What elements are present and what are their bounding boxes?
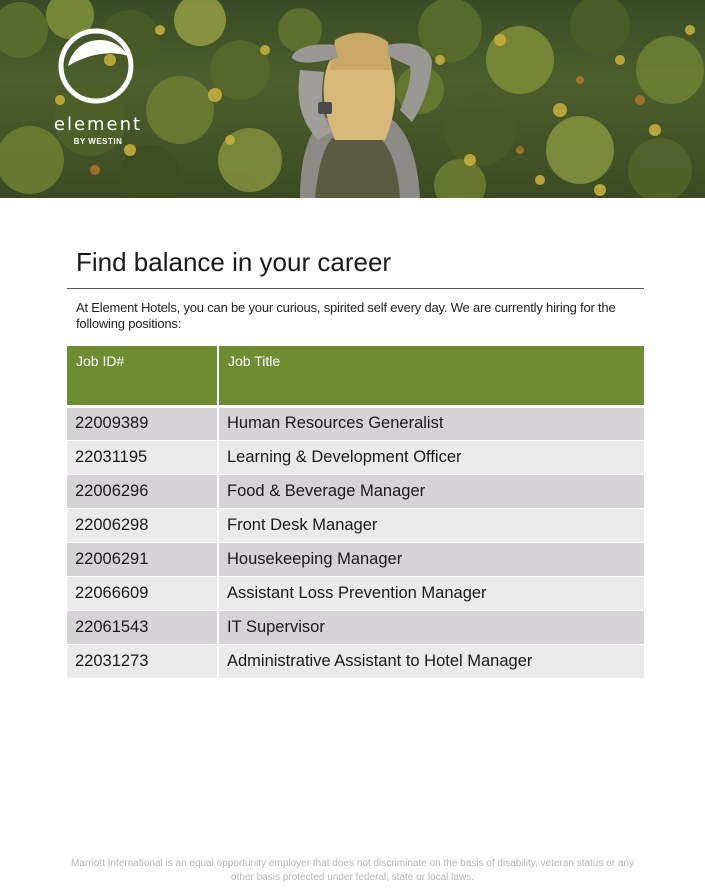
table-header-row bbox=[67, 346, 644, 406]
column-header-job-title: Job Title bbox=[218, 346, 644, 406]
table-row bbox=[67, 576, 644, 610]
job-title-cell: Learning & Development Officer bbox=[218, 440, 644, 474]
job-id-cell: 22009389 bbox=[67, 406, 218, 440]
eeo-disclaimer: Marriott International is an equal opportunity employer that does not discriminate on the basis of disability, veteran status or any other basis protected under federal, state or local laws. bbox=[71, 858, 634, 883]
title-divider bbox=[67, 288, 644, 289]
job-title-cell: Housekeeping Manager bbox=[218, 542, 644, 576]
job-title-cell: Front Desk Manager bbox=[218, 508, 644, 542]
table-row bbox=[67, 440, 644, 474]
job-id-cell: 22061543 bbox=[67, 610, 218, 644]
page-title: Find balance in your career bbox=[76, 247, 392, 277]
job-title-cell: Assistant Loss Prevention Manager bbox=[218, 576, 644, 610]
table-row bbox=[67, 644, 644, 678]
element-logo bbox=[40, 26, 160, 156]
table-row bbox=[67, 508, 644, 542]
job-title-cell: Food & Beverage Manager bbox=[218, 474, 644, 508]
job-id-cell: 22006291 bbox=[67, 542, 218, 576]
job-id-cell: 22066609 bbox=[67, 576, 218, 610]
element-logo-icon bbox=[40, 26, 160, 116]
table-row bbox=[67, 474, 644, 508]
table-row bbox=[67, 406, 644, 440]
logo-wordmark: element bbox=[53, 114, 143, 135]
logo-subtitle: BY WESTIN bbox=[73, 137, 123, 146]
hero-banner bbox=[0, 0, 705, 198]
job-id-cell: 22031273 bbox=[67, 644, 218, 678]
job-id-cell: 22006298 bbox=[67, 508, 218, 542]
table-row bbox=[67, 610, 644, 644]
table-row bbox=[67, 542, 644, 576]
job-id-cell: 22031195 bbox=[67, 440, 218, 474]
intro-text: At Element Hotels, you can be your curious, spirited self every day. We are currently hiring for the following positions: bbox=[76, 300, 616, 331]
column-header-job-id: Job ID# bbox=[67, 346, 218, 406]
job-title-cell: Administrative Assistant to Hotel Manager bbox=[218, 644, 644, 678]
job-id-cell: 22006296 bbox=[67, 474, 218, 508]
job-title-cell: Human Resources Generalist bbox=[218, 406, 644, 440]
jobs-table bbox=[67, 346, 644, 678]
job-title-cell: IT Supervisor bbox=[218, 610, 644, 644]
